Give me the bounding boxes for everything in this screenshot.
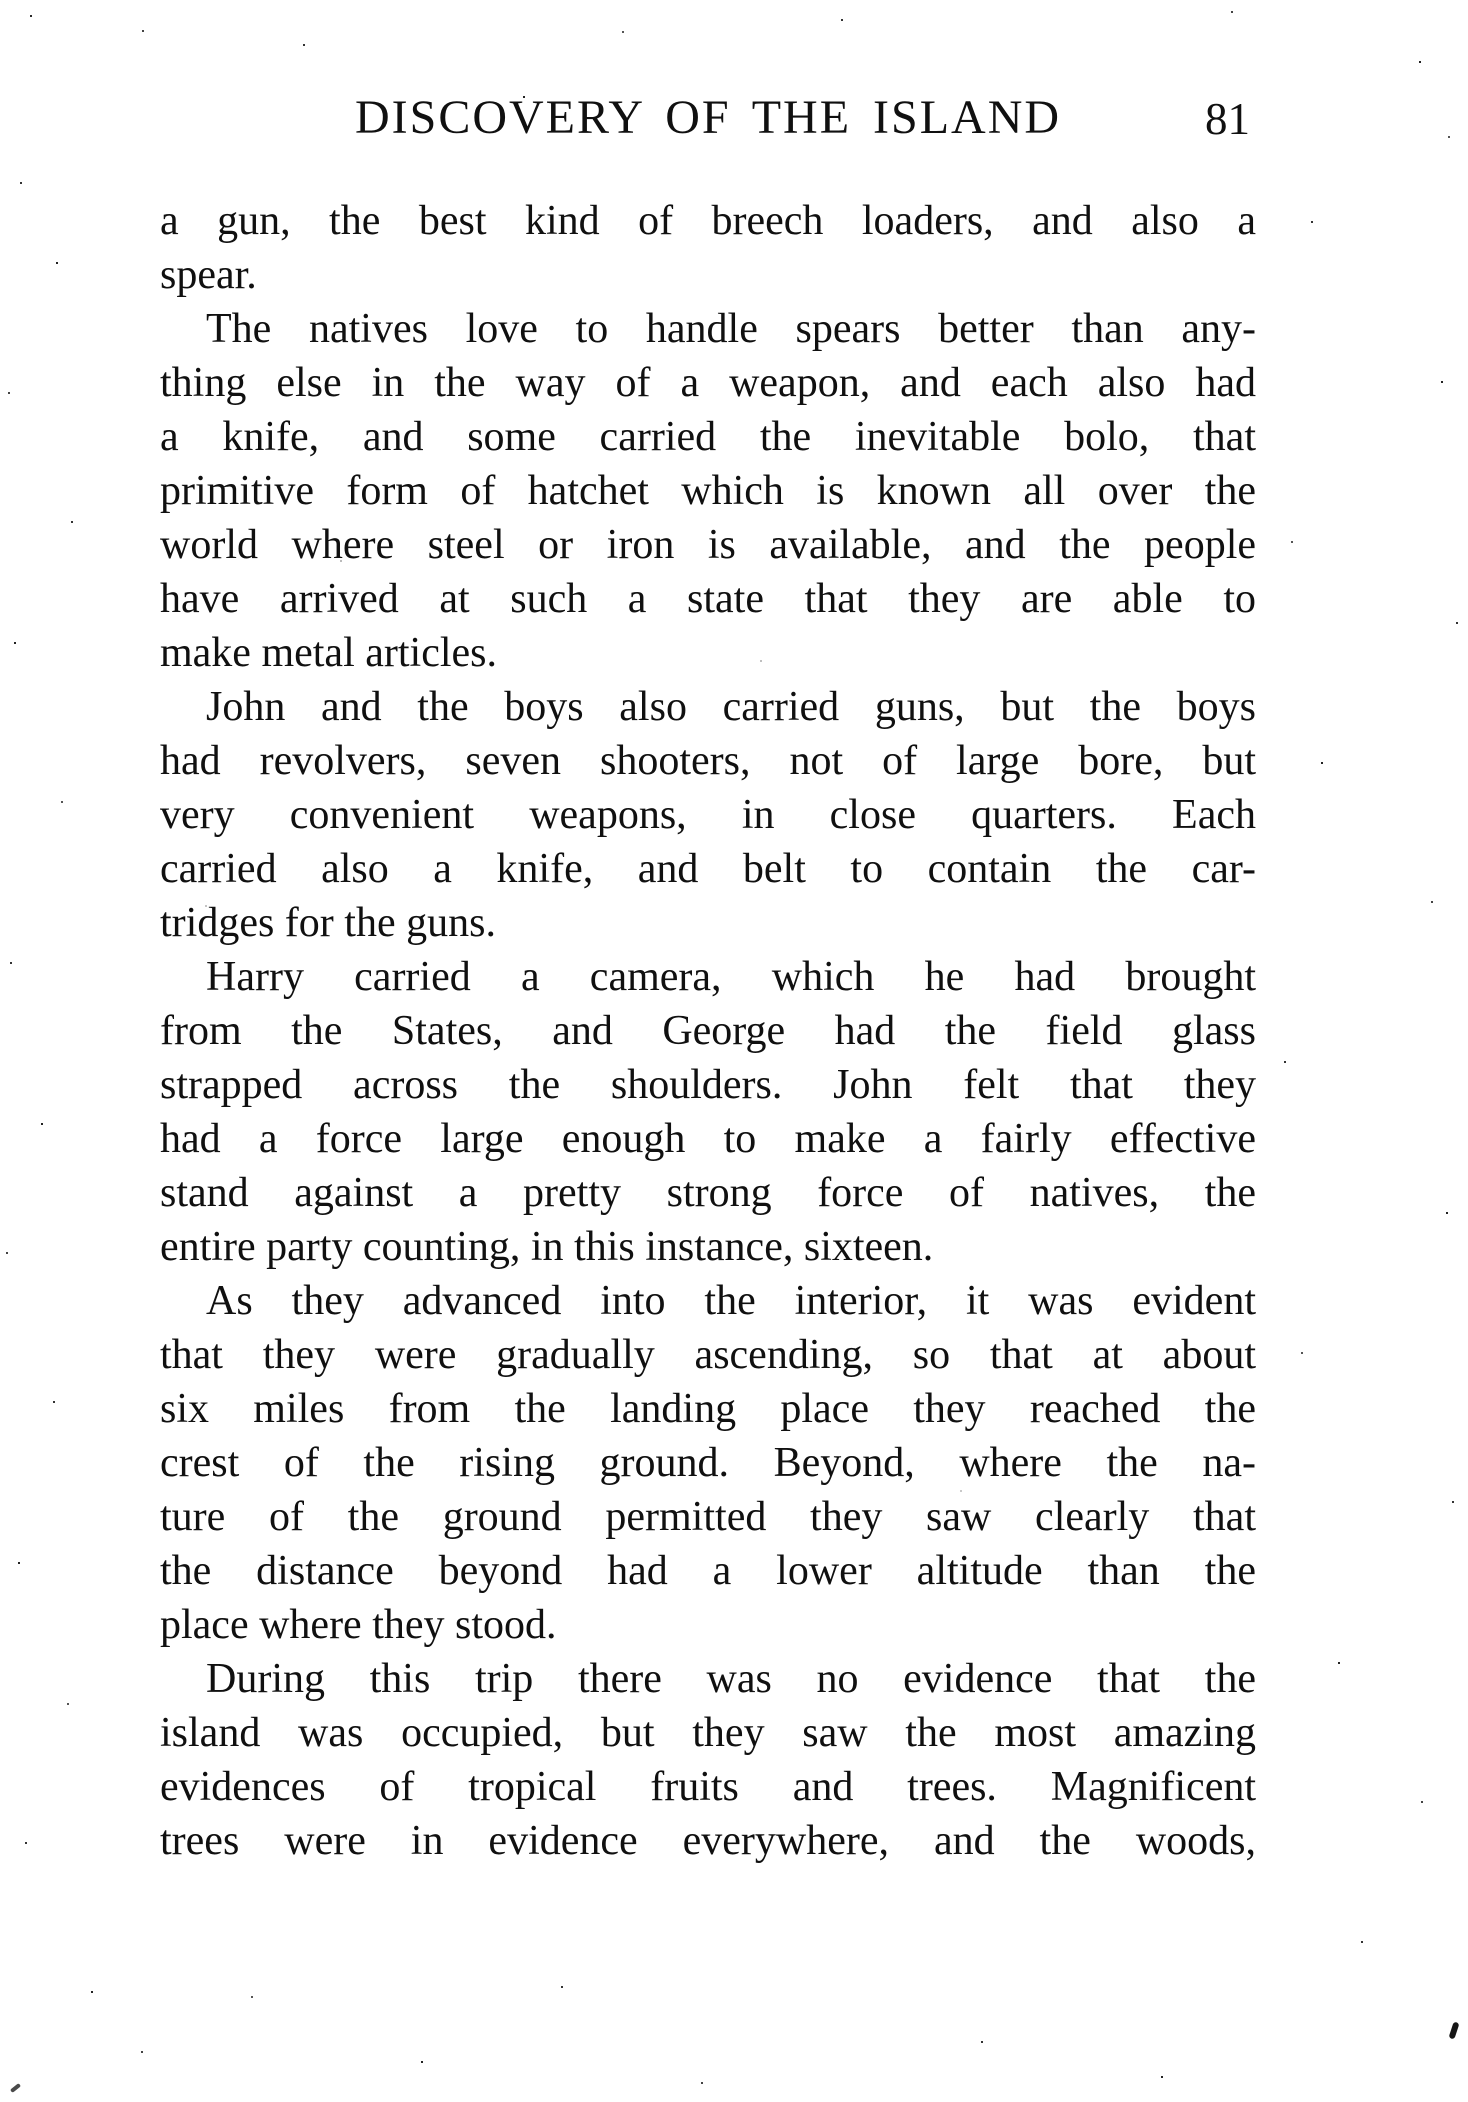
text-line: The natives love to handle spears better than any- (206, 306, 1256, 352)
text-line: primitive form of hatchet which is known all over the (160, 468, 1256, 514)
text-line: had a force large enough to make a fairly effective (160, 1116, 1256, 1162)
text-line: During this trip there was no evidence that the (206, 1656, 1256, 1702)
scan-artifact (10, 2083, 21, 2093)
paragraph (160, 1652, 1256, 1868)
scan-noise (0, 0, 2, 2)
text-line: trees were in evidence everywhere, and the woods, (160, 1818, 1256, 1864)
text-line: world where steel or iron is available, and the people (160, 522, 1256, 568)
text-line: from the States, and George had the field glass (160, 1008, 1256, 1054)
page-body (160, 194, 1256, 1868)
text-line: tridges for the guns. (160, 900, 496, 946)
text-line: had revolvers, seven shooters, not of large bore, but (160, 738, 1256, 784)
scan-artifact (1449, 2021, 1460, 2039)
paragraph (160, 680, 1256, 950)
page-header (160, 92, 1256, 144)
page-content (160, 92, 1256, 1868)
text-line: island was occupied, but they saw the most amazing (160, 1710, 1256, 1756)
running-title: DISCOVERY OF THE ISLAND (354, 91, 1062, 144)
paragraph (160, 950, 1256, 1274)
text-line: strapped across the shoulders. John felt that they (160, 1062, 1256, 1108)
text-line: a gun, the best kind of breech loaders, and also a (160, 198, 1256, 244)
text-line: ture of the ground permitted they saw clearly that (160, 1494, 1256, 1540)
text-line: crest of the rising ground. Beyond, where the na- (160, 1440, 1256, 1486)
paragraph (160, 194, 1256, 302)
text-line: very convenient weapons, in close quarters. Each (160, 792, 1256, 838)
text-line: As they advanced into the interior, it was evident (206, 1278, 1256, 1324)
text-line: thing else in the way of a weapon, and each also had (160, 360, 1256, 406)
text-line: that they were gradually ascending, so that at about (160, 1332, 1256, 1378)
text-line: six miles from the landing place they reached the (160, 1386, 1256, 1432)
text-line: a knife, and some carried the inevitable bolo, that (160, 414, 1256, 460)
page-number: 81 (1205, 94, 1250, 144)
paragraph (160, 302, 1256, 680)
text-line: carried also a knife, and belt to contain the car- (160, 846, 1256, 892)
text-line: stand against a pretty strong force of natives, the (160, 1170, 1256, 1216)
text-line: John and the boys also carried guns, but the boys (206, 684, 1256, 730)
text-line: spear. (160, 252, 257, 298)
text-line: entire party counting, in this instance, sixteen. (160, 1224, 934, 1270)
text-line: Harry carried a camera, which he had brought (206, 954, 1256, 1000)
text-line: make metal articles. (160, 630, 498, 676)
paragraph (160, 1274, 1256, 1652)
text-line: the distance beyond had a lower altitude than the (160, 1548, 1256, 1594)
text-line: place where they stood. (160, 1602, 557, 1648)
text-line: have arrived at such a state that they are able to (160, 576, 1256, 622)
text-line: evidences of tropical fruits and trees. Magnificent (160, 1764, 1256, 1810)
